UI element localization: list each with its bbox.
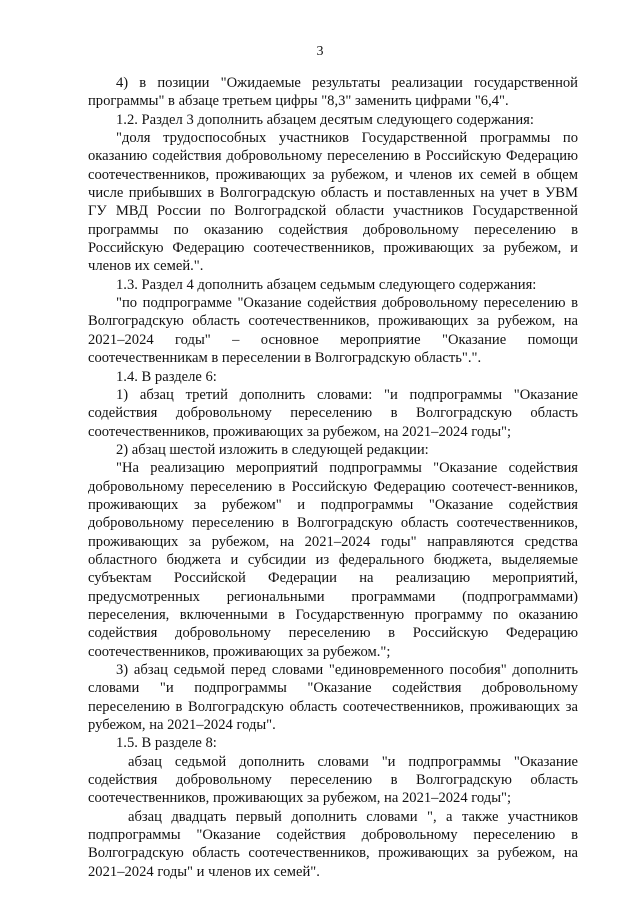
paragraph-section-6-item-2: 2) абзац шестой изложить в следующей редакции: xyxy=(116,441,429,458)
paragraph-expected-results: 4) в позиции "Ожидаемые результаты реализации государственной программы" в абзаце третьем цифры "8,3" заменить цифрами "6,4". xyxy=(88,75,578,110)
paragraph-section-6-new-text: "На реализацию мероприятий подпрограммы "Оказание содействия добровольному переселению в Российскую Федерацию соотечест-венников, проживающих за рубежом" и подпрограммы "Оказание содействия добровольному переселению в Волгоградскую область соотечественников, проживающих за рубежом, на 2021–2024 годы" направляются средства областного бюджета и субсидии из федерального бюджета, выделяемые субъектам Российской Федерации на реализацию мероприятий, предусмотренных региональными программами (подпрограммами) переселения, включенными в Государственную программу по оказанию содействия добровольному переселению в Российскую Федерацию соотечественников, проживающих за рубежом."; xyxy=(88,460,578,660)
document-body xyxy=(88,74,578,881)
paragraph-section-4-heading: 1.3. Раздел 4 дополнить абзацем седьмым следующего содержания: xyxy=(116,276,537,293)
paragraph-section-8-item-7: абзац седьмой дополнить словами "и подпрограммы "Оказание содействия добровольному переселению в Волгоградскую область соотечественников, проживающих за рубежом, на 2021–2024 годы"; xyxy=(88,753,578,807)
paragraph-section-6-heading: 1.4. В разделе 6: xyxy=(116,368,217,385)
paragraph-section-4-text: "по подпрограмме "Оказание содействия добровольному переселению в Волгоградскую область соотечественников, проживающих за рубежом, на 2021–2024 годы" – основное мероприятие "Оказание помощи соотечественникам в переселении в Волгоградскую область".". xyxy=(88,295,578,367)
paragraph-section-6-item-1: 1) абзац третий дополнить словами: "и подпрограммы "Оказание содействия добровольному переселению в Волгоградскую область соотечественников, проживающих за рубежом, на 2021–2024 годы"; xyxy=(88,386,578,440)
paragraph-section-3-text: "доля трудоспособных участников Государственной программы по оказанию содействия добровольному переселению в Российскую Федерацию соотечественников, проживающих за рубежом, и членов их семей в общем числе прибывших в Волгоградскую область и поставленных на учет в УВМ ГУ МВД России по Волгоградской области участников Государственной программы по оказанию содействия добровольному переселению в Российскую Федерацию соотечественников, проживающих за рубежом, и членов их семей.". xyxy=(88,130,578,275)
page-number: 3 xyxy=(316,44,324,59)
paragraph-section-6-item-3: 3) абзац седьмой перед словами "единовременного пособия" дополнить словами "и подпрограммы "Оказание содействия добровольному переселению в Волгоградскую область соотечественников, проживающих за рубежом, на 2021–2024 годы". xyxy=(88,662,578,734)
paragraph-section-8-item-21: абзац двадцать первый дополнить словами ", а также участников подпрограммы "Оказание содействия добровольному переселению в Волгоградскую область соотечественников, проживающих за рубежом, на 2021–2024 годы" и членов их семей". xyxy=(88,808,578,880)
paragraph-section-8-heading: 1.5. В разделе 8: xyxy=(116,735,217,752)
paragraph-section-3-heading: 1.2. Раздел 3 дополнить абзацем десятым следующего содержания: xyxy=(116,111,534,128)
